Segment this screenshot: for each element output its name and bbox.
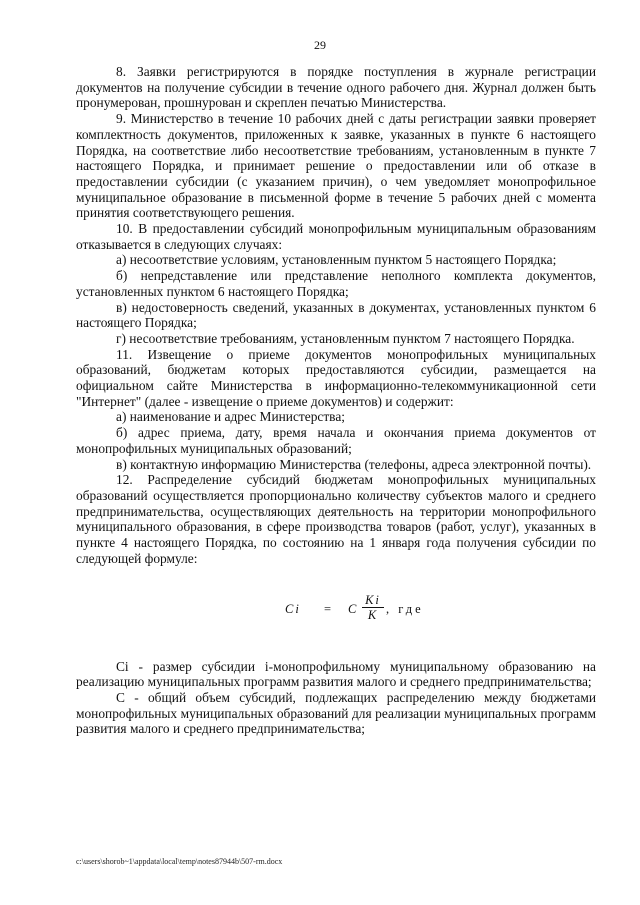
page-number: 29 bbox=[314, 38, 326, 52]
formula-denominator: K bbox=[367, 607, 379, 622]
formula-numerator: Ki bbox=[362, 593, 384, 608]
footer-file-path: c:\users\shorob~1\appdata\local\temp\notes87944b\507-rm.docx bbox=[76, 857, 283, 866]
formula-left: Ci bbox=[285, 601, 301, 616]
list-item-11b: б) адрес приема, дату, время начала и окончания приема документов от монопрофильных муниципальных образований; bbox=[76, 425, 596, 456]
paragraph-11: 11. Извещение о приеме документов монопрофильных муниципальных образований, бюджетам которых предоставляются субсидии, размещается на официальном сайте Министерства в информационно-телекоммуникационной сети "Интернет" (далее - извещение о приеме документов) и содержит: bbox=[76, 346, 596, 409]
formula-coef: C bbox=[348, 601, 359, 616]
list-item-10g: г) несоответствие требованиям, установленным пунктом 7 настоящего Порядка. bbox=[116, 330, 575, 346]
paragraph-10: 10. В предоставлении субсидий монопрофильным муниципальным образованиям отказывается в следующих случаях: bbox=[76, 221, 596, 252]
subsidy-formula bbox=[76, 593, 596, 627]
definition-ci: Ci - размер субсидии i-монопрофильному муниципальному образованию на реализацию муниципальных программ развития малого и среднего предпринимательства; bbox=[76, 658, 596, 690]
list-item-10v: в) недостоверность сведений, указанных в документах, установленных пунктом 6 настоящего Порядка; bbox=[76, 299, 596, 331]
list-item-11v: в) контактную информацию Министерства (телефоны, адреса электронной почты). bbox=[116, 456, 592, 472]
document-body bbox=[76, 64, 596, 737]
paragraph-12: 12. Распределение субсидий бюджетам монопрофильных муниципальных образований осуществляется пропорционально количеству субъектов малого и среднего предпринимательства, осуществляющих деятельность на территории монопрофильного муниципального образования, в сфере производства товаров (работ, услуг), указанных в пункте 4 настоящего Порядка, по состоянию на 1 января года получения субсидии по следующей формуле: bbox=[76, 472, 596, 566]
list-item-10b: б) непредставление или представление неполного комплекта документов, установленных пунктом 6 настоящего Порядка; bbox=[76, 268, 596, 299]
paragraph-9: 9. Министерство в течение 10 рабочих дней с даты регистрации заявки проверяет комплектность документов, приложенных к заявке, указанных в пункте 6 настоящего Порядка, на соответствие либо несоответствие требованиям, установленным в пункте 7 настоящего Порядка, и принимает решение о предоставлении или об отказе в предоставлении субсидии (с указанием причин), о чем уведомляет монопрофильное муниципальное образование в письменной форме в течение 5 рабочих дней с момента принятия соответствующего решения. bbox=[76, 111, 596, 221]
formula-fraction bbox=[362, 593, 384, 623]
formula-tail: , где bbox=[386, 601, 424, 616]
list-item-10a: а) несоответствие условиям, установленным пунктом 5 настоящего Порядка; bbox=[116, 252, 557, 268]
list-item-11a: а) наименование и адрес Министерства; bbox=[116, 409, 345, 425]
formula-equals: = bbox=[324, 601, 334, 616]
paragraph-8: 8. Заявки регистрируются в порядке поступления в журнале регистрации документов на получение субсидии в течение одного рабочего дня. Журнал должен быть пронумерован, прошнурован и скреплен печатью Министерства. bbox=[76, 64, 596, 111]
definition-c: C - общий объем субсидий, подлежащих распределению между бюджетами монопрофильных муниципальных образований для реализации муниципальных программ развития малого и среднего предпринимательства; bbox=[76, 689, 596, 737]
